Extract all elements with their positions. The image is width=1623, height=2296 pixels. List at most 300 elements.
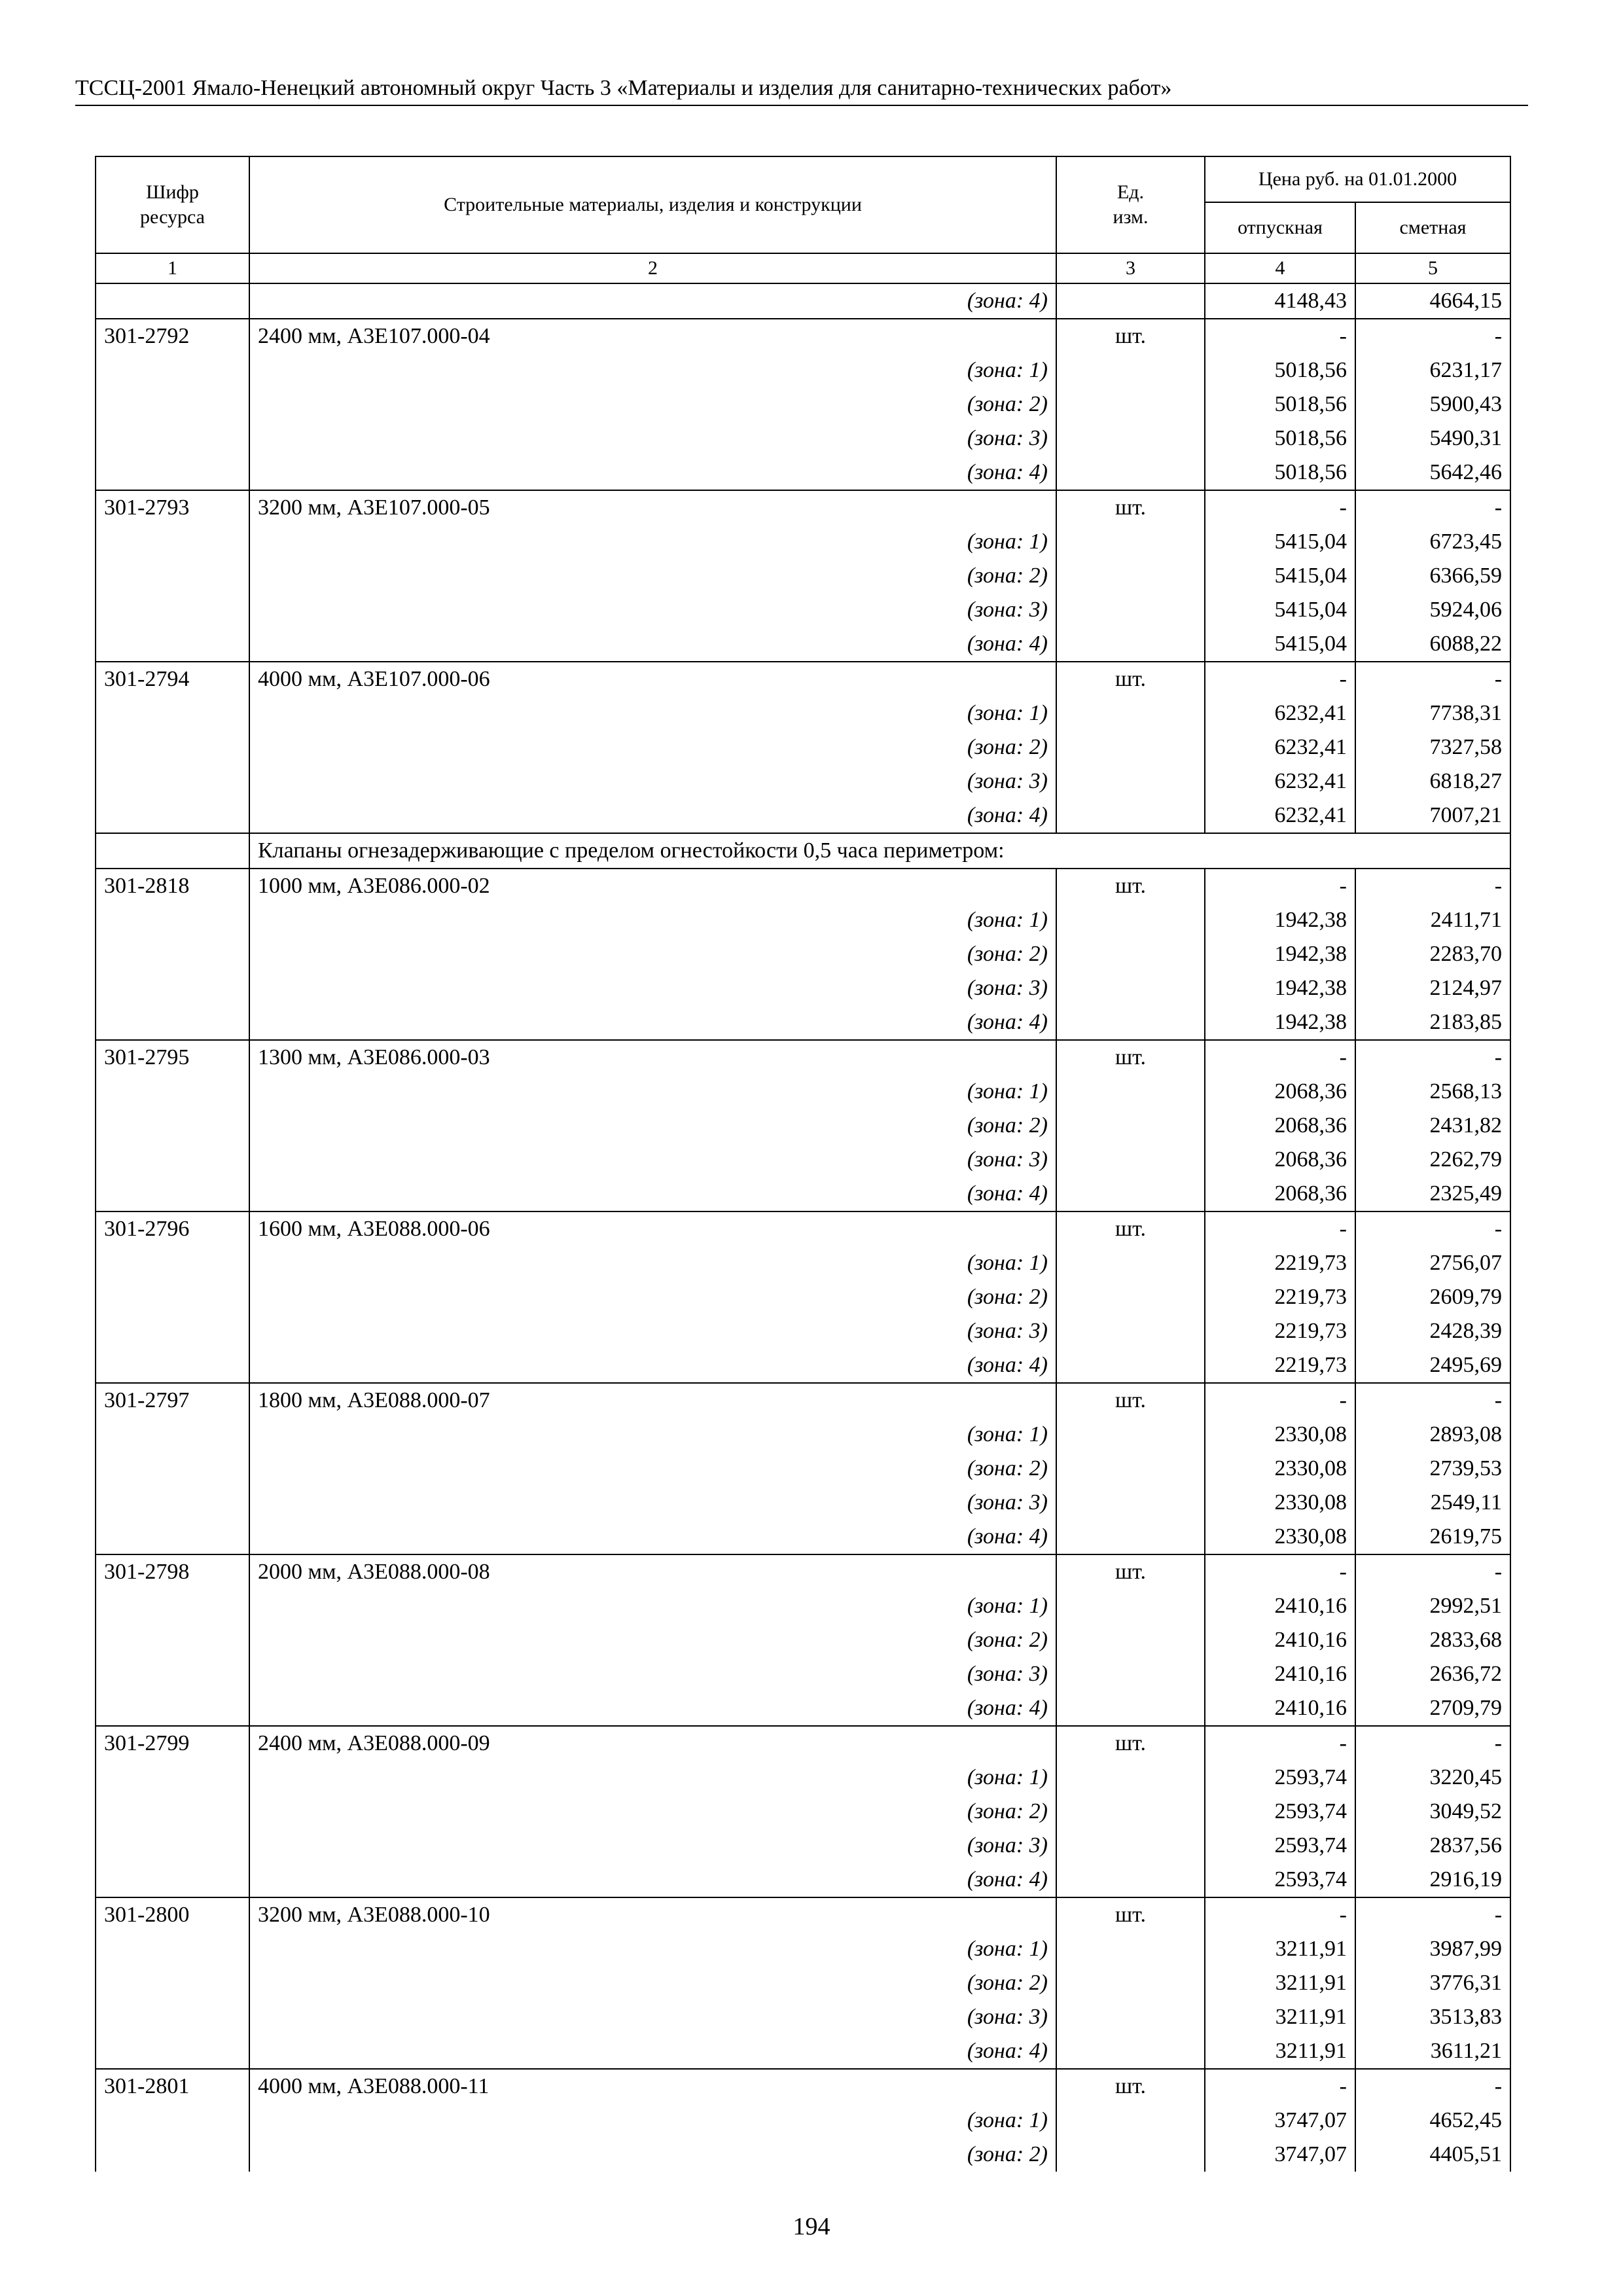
item-row	[96, 1726, 1510, 1761]
section-title-row	[96, 833, 1510, 869]
zone-row	[96, 1005, 1510, 1040]
estimate-price: 3049,52	[1355, 1795, 1510, 1829]
zone-label: (зона: 1)	[249, 525, 1056, 559]
release-price: 6232,41	[1205, 798, 1355, 833]
zone-label: (зона: 3)	[249, 593, 1056, 627]
resource-code	[96, 1520, 249, 1554]
item-row	[96, 662, 1510, 696]
release-price: -	[1205, 1897, 1355, 1932]
resource-code	[96, 903, 249, 937]
unit-cell	[1056, 1418, 1205, 1452]
zone-label: (зона: 1)	[249, 1075, 1056, 1109]
zone-label: (зона: 2)	[249, 730, 1056, 764]
zone-label: (зона: 1)	[249, 1761, 1056, 1795]
resource-code: 301-2795	[96, 1040, 249, 1075]
resource-code	[96, 1657, 249, 1691]
resource-code	[96, 593, 249, 627]
zone-row	[96, 1486, 1510, 1520]
zone-row	[96, 798, 1510, 833]
resource-code: 301-2794	[96, 662, 249, 696]
release-price: 2219,73	[1205, 1246, 1355, 1280]
zone-row	[96, 1452, 1510, 1486]
zone-row	[96, 1657, 1510, 1691]
estimate-price: 3220,45	[1355, 1761, 1510, 1795]
unit-cell: шт.	[1056, 490, 1205, 525]
release-price: 4148,43	[1205, 283, 1355, 319]
unit-cell	[1056, 1246, 1205, 1280]
unit-cell: шт.	[1056, 319, 1205, 353]
release-price: 2219,73	[1205, 1280, 1355, 1314]
unit-cell	[1056, 1075, 1205, 1109]
zone-label: (зона: 3)	[249, 971, 1056, 1005]
zone-label: (зона: 2)	[249, 2138, 1056, 2172]
estimate-price: 2709,79	[1355, 1691, 1510, 1726]
unit-cell	[1056, 2034, 1205, 2069]
estimate-price: -	[1355, 1383, 1510, 1418]
resource-code	[96, 1109, 249, 1143]
zone-row	[96, 387, 1510, 422]
resource-code	[96, 559, 249, 593]
item-row	[96, 319, 1510, 353]
resource-code	[96, 1829, 249, 1863]
zone-label: (зона: 4)	[249, 1177, 1056, 1211]
zone-label: (зона: 1)	[249, 353, 1056, 387]
release-price: 5415,04	[1205, 559, 1355, 593]
item-row	[96, 869, 1510, 903]
estimate-price: -	[1355, 1211, 1510, 1246]
zone-row	[96, 696, 1510, 730]
release-price: 5415,04	[1205, 627, 1355, 662]
release-price: 1942,38	[1205, 937, 1355, 971]
zone-row	[96, 1177, 1510, 1211]
column-number: 3	[1056, 253, 1205, 283]
release-price: 5018,56	[1205, 456, 1355, 490]
unit-cell	[1056, 798, 1205, 833]
unit-cell	[1056, 2138, 1205, 2172]
release-price: -	[1205, 869, 1355, 903]
estimate-price: 4652,45	[1355, 2104, 1510, 2138]
unit-cell	[1056, 456, 1205, 490]
estimate-price: 2833,68	[1355, 1623, 1510, 1657]
zone-label: (зона: 2)	[249, 1623, 1056, 1657]
item-name: 2400 мм, А3Е107.000-04	[249, 319, 1056, 353]
resource-code	[96, 2138, 249, 2172]
zone-label: (зона: 1)	[249, 1418, 1056, 1452]
column-number: 4	[1205, 253, 1355, 283]
release-price: 5018,56	[1205, 422, 1355, 456]
zone-row	[96, 1589, 1510, 1623]
unit-cell: шт.	[1056, 2069, 1205, 2104]
zone-row	[96, 1348, 1510, 1383]
release-price: 2593,74	[1205, 1795, 1355, 1829]
unit-cell: шт.	[1056, 662, 1205, 696]
price-table	[95, 156, 1511, 2172]
resource-code	[96, 422, 249, 456]
resource-code: 301-2800	[96, 1897, 249, 1932]
release-price: 3211,91	[1205, 2034, 1355, 2069]
unit-cell	[1056, 2000, 1205, 2034]
unit-cell: шт.	[1056, 1040, 1205, 1075]
zone-row	[96, 1143, 1510, 1177]
unit-cell	[1056, 1829, 1205, 1863]
estimate-price: 2609,79	[1355, 1280, 1510, 1314]
zone-row	[96, 1795, 1510, 1829]
unit-cell	[1056, 353, 1205, 387]
release-price: 6232,41	[1205, 696, 1355, 730]
item-name: 2000 мм, А3Е088.000-08	[249, 1554, 1056, 1589]
estimate-price: -	[1355, 490, 1510, 525]
release-price: -	[1205, 1040, 1355, 1075]
zone-row	[96, 627, 1510, 662]
header-price-estimate: сметная	[1355, 202, 1510, 253]
estimate-price: 2916,19	[1355, 1863, 1510, 1897]
table-header	[96, 156, 1510, 253]
header-rule	[75, 105, 1528, 106]
release-price: 3211,91	[1205, 1932, 1355, 1966]
zone-row	[96, 730, 1510, 764]
resource-code	[96, 1075, 249, 1109]
header-price-group: Цена руб. на 01.01.2000	[1205, 156, 1510, 202]
page-header: ТССЦ-2001 Ямало-Ненецкий автономный округ Часть 3 «Материалы и изделия для санитарно-технических работ»	[75, 76, 1172, 100]
zone-label: (зона: 4)	[249, 627, 1056, 662]
resource-code	[96, 456, 249, 490]
estimate-price: 7327,58	[1355, 730, 1510, 764]
resource-code	[96, 1761, 249, 1795]
resource-code	[96, 696, 249, 730]
zone-row	[96, 1691, 1510, 1726]
resource-code	[96, 1452, 249, 1486]
unit-cell	[1056, 1623, 1205, 1657]
estimate-price: 2428,39	[1355, 1314, 1510, 1348]
item-row	[96, 1211, 1510, 1246]
item-row	[96, 1897, 1510, 1932]
release-price: 2330,08	[1205, 1418, 1355, 1452]
zone-row	[96, 1520, 1510, 1554]
zone-row	[96, 903, 1510, 937]
release-price: -	[1205, 319, 1355, 353]
resource-code	[96, 2000, 249, 2034]
release-price: 2410,16	[1205, 1691, 1355, 1726]
release-price: -	[1205, 1726, 1355, 1761]
resource-code	[96, 283, 249, 319]
estimate-price: 3611,21	[1355, 2034, 1510, 2069]
unit-cell	[1056, 1589, 1205, 1623]
column-number: 1	[96, 253, 249, 283]
release-price: 1942,38	[1205, 1005, 1355, 1040]
release-price: 5018,56	[1205, 353, 1355, 387]
item-name: 1600 мм, А3Е088.000-06	[249, 1211, 1056, 1246]
resource-code	[96, 1863, 249, 1897]
estimate-price: 2739,53	[1355, 1452, 1510, 1486]
release-price: 2068,36	[1205, 1177, 1355, 1211]
resource-code	[96, 1280, 249, 1314]
zone-row	[96, 2034, 1510, 2069]
unit-cell: шт.	[1056, 869, 1205, 903]
unit-cell: шт.	[1056, 1554, 1205, 1589]
estimate-price: 2756,07	[1355, 1246, 1510, 1280]
release-price: 2410,16	[1205, 1657, 1355, 1691]
release-price: 2068,36	[1205, 1109, 1355, 1143]
estimate-price: 2568,13	[1355, 1075, 1510, 1109]
zone-row	[96, 1314, 1510, 1348]
zone-label: (зона: 2)	[249, 1452, 1056, 1486]
resource-code	[96, 1932, 249, 1966]
estimate-price: 5642,46	[1355, 456, 1510, 490]
estimate-price: 2837,56	[1355, 1829, 1510, 1863]
zone-label: (зона: 2)	[249, 937, 1056, 971]
zone-row	[96, 1932, 1510, 1966]
resource-code	[96, 627, 249, 662]
unit-cell	[1056, 1795, 1205, 1829]
resource-code	[96, 764, 249, 798]
release-price: 2330,08	[1205, 1486, 1355, 1520]
unit-cell	[1056, 1314, 1205, 1348]
unit-cell	[1056, 764, 1205, 798]
zone-label: (зона: 3)	[249, 422, 1056, 456]
unit-cell	[1056, 1109, 1205, 1143]
zone-label: (зона: 3)	[249, 1314, 1056, 1348]
unit-cell	[1056, 1691, 1205, 1726]
zone-row	[96, 1623, 1510, 1657]
unit-cell	[1056, 1761, 1205, 1795]
zone-row	[96, 1761, 1510, 1795]
release-price: 2219,73	[1205, 1348, 1355, 1383]
resource-code: 301-2796	[96, 1211, 249, 1246]
unit-cell	[1056, 2104, 1205, 2138]
estimate-price: 2893,08	[1355, 1418, 1510, 1452]
item-row	[96, 1554, 1510, 1589]
item-name: 1000 мм, А3Е086.000-02	[249, 869, 1056, 903]
release-price: 2410,16	[1205, 1589, 1355, 1623]
resource-code	[96, 1691, 249, 1726]
release-price: -	[1205, 1554, 1355, 1589]
zone-label: (зона: 3)	[249, 764, 1056, 798]
zone-label: (зона: 4)	[249, 283, 1056, 319]
resource-code	[96, 971, 249, 1005]
unit-cell	[1056, 903, 1205, 937]
release-price: -	[1205, 2069, 1355, 2104]
zone-row	[96, 1418, 1510, 1452]
unit-cell	[1056, 937, 1205, 971]
unit-cell	[1056, 1280, 1205, 1314]
unit-cell	[1056, 1520, 1205, 1554]
estimate-price: 2636,72	[1355, 1657, 1510, 1691]
release-price: 3211,91	[1205, 2000, 1355, 2034]
release-price: 2593,74	[1205, 1863, 1355, 1897]
estimate-price: 7007,21	[1355, 798, 1510, 833]
item-row	[96, 490, 1510, 525]
zone-label: (зона: 2)	[249, 387, 1056, 422]
estimate-price: -	[1355, 1554, 1510, 1589]
resource-code	[96, 1966, 249, 2000]
estimate-price: -	[1355, 1040, 1510, 1075]
estimate-price: 2431,82	[1355, 1109, 1510, 1143]
estimate-price: 3776,31	[1355, 1966, 1510, 2000]
resource-code	[96, 353, 249, 387]
section-title: Клапаны огнезадерживающие с пределом огнестойкости 0,5 часа периметром:	[249, 833, 1510, 869]
zone-label: (зона: 4)	[249, 798, 1056, 833]
zone-row	[96, 1966, 1510, 2000]
item-name: 4000 мм, А3Е107.000-06	[249, 662, 1056, 696]
zone-row	[96, 1863, 1510, 1897]
release-price: 6232,41	[1205, 730, 1355, 764]
header-price-release: отпускная	[1205, 202, 1355, 253]
release-price: 1942,38	[1205, 903, 1355, 937]
zone-label: (зона: 1)	[249, 1589, 1056, 1623]
unit-cell	[1056, 1143, 1205, 1177]
estimate-price: 5900,43	[1355, 387, 1510, 422]
resource-code	[96, 2104, 249, 2138]
zone-row	[96, 764, 1510, 798]
unit-cell	[1056, 1863, 1205, 1897]
unit-cell	[1056, 1177, 1205, 1211]
release-price: 2219,73	[1205, 1314, 1355, 1348]
unit-cell	[1056, 730, 1205, 764]
estimate-price: 5924,06	[1355, 593, 1510, 627]
zone-row	[96, 422, 1510, 456]
table-body	[96, 283, 1510, 2172]
header-code: Шифр ресурса	[96, 156, 249, 253]
unit-cell: шт.	[1056, 1897, 1205, 1932]
resource-code	[96, 1589, 249, 1623]
item-name: 3200 мм, А3Е107.000-05	[249, 490, 1056, 525]
unit-cell	[1056, 1966, 1205, 2000]
zone-row	[96, 559, 1510, 593]
resource-code: 301-2799	[96, 1726, 249, 1761]
zone-label: (зона: 1)	[249, 696, 1056, 730]
estimate-price: 2325,49	[1355, 1177, 1510, 1211]
zone-label: (зона: 3)	[249, 1143, 1056, 1177]
zone-label: (зона: 1)	[249, 2104, 1056, 2138]
zone-label: (зона: 4)	[249, 456, 1056, 490]
unit-cell	[1056, 1452, 1205, 1486]
column-number-row	[96, 253, 1510, 283]
zone-row	[96, 353, 1510, 387]
item-row	[96, 2069, 1510, 2104]
zone-row	[96, 2000, 1510, 2034]
resource-code	[96, 387, 249, 422]
zone-row	[96, 593, 1510, 627]
zone-row	[96, 2104, 1510, 2138]
resource-code	[96, 1177, 249, 1211]
estimate-price: 2183,85	[1355, 1005, 1510, 1040]
zone-label: (зона: 4)	[249, 2034, 1056, 2069]
zone-label: (зона: 3)	[249, 1486, 1056, 1520]
header-materials: Строительные материалы, изделия и конструкции	[249, 156, 1056, 253]
release-price: -	[1205, 490, 1355, 525]
release-price: 6232,41	[1205, 764, 1355, 798]
estimate-price: 6088,22	[1355, 627, 1510, 662]
estimate-price: 2992,51	[1355, 1589, 1510, 1623]
header-unit: Ед. изм.	[1056, 156, 1205, 253]
zone-row	[96, 937, 1510, 971]
zone-row	[96, 1109, 1510, 1143]
zone-label: (зона: 2)	[249, 1966, 1056, 2000]
resource-code	[96, 730, 249, 764]
release-price: 2068,36	[1205, 1075, 1355, 1109]
column-number: 2	[249, 253, 1056, 283]
resource-code	[96, 525, 249, 559]
estimate-price: -	[1355, 2069, 1510, 2104]
unit-cell	[1056, 422, 1205, 456]
resource-code	[96, 1314, 249, 1348]
item-name: 4000 мм, А3Е088.000-11	[249, 2069, 1056, 2104]
unit-cell	[1056, 1932, 1205, 1966]
resource-code	[96, 1143, 249, 1177]
resource-code	[96, 1418, 249, 1452]
zone-label: (зона: 2)	[249, 1280, 1056, 1314]
resource-code: 301-2818	[96, 869, 249, 903]
unit-cell	[1056, 559, 1205, 593]
release-price: 2593,74	[1205, 1829, 1355, 1863]
estimate-price: 2495,69	[1355, 1348, 1510, 1383]
estimate-price: 2549,11	[1355, 1486, 1510, 1520]
estimate-price: 2619,75	[1355, 1520, 1510, 1554]
zone-label: (зона: 3)	[249, 1657, 1056, 1691]
zone-label: (зона: 4)	[249, 1005, 1056, 1040]
estimate-price: 4664,15	[1355, 283, 1510, 319]
unit-cell	[1056, 593, 1205, 627]
zone-row	[96, 2138, 1510, 2172]
resource-code	[96, 2034, 249, 2069]
resource-code	[96, 1623, 249, 1657]
estimate-price: 6818,27	[1355, 764, 1510, 798]
resource-code: 301-2793	[96, 490, 249, 525]
release-price: 5415,04	[1205, 525, 1355, 559]
zone-row	[96, 1246, 1510, 1280]
resource-code	[96, 833, 249, 869]
estimate-price: 2283,70	[1355, 937, 1510, 971]
resource-code: 301-2801	[96, 2069, 249, 2104]
estimate-price: 6723,45	[1355, 525, 1510, 559]
continuation-row	[96, 283, 1510, 319]
zone-label: (зона: 1)	[249, 903, 1056, 937]
unit-cell	[1056, 1657, 1205, 1691]
release-price: -	[1205, 662, 1355, 696]
resource-code	[96, 1246, 249, 1280]
release-price: 5018,56	[1205, 387, 1355, 422]
resource-code	[96, 798, 249, 833]
item-name: 1300 мм, А3Е086.000-03	[249, 1040, 1056, 1075]
unit-cell	[1056, 1348, 1205, 1383]
release-price: 3747,07	[1205, 2104, 1355, 2138]
unit-cell: шт.	[1056, 1383, 1205, 1418]
zone-row	[96, 1829, 1510, 1863]
unit-cell: шт.	[1056, 1726, 1205, 1761]
zone-row	[96, 525, 1510, 559]
unit-cell	[1056, 283, 1205, 319]
zone-row	[96, 1075, 1510, 1109]
item-name: 3200 мм, А3Е088.000-10	[249, 1897, 1056, 1932]
unit-cell	[1056, 971, 1205, 1005]
unit-cell	[1056, 1486, 1205, 1520]
estimate-price: -	[1355, 1726, 1510, 1761]
release-price: 2068,36	[1205, 1143, 1355, 1177]
estimate-price: -	[1355, 1897, 1510, 1932]
resource-code	[96, 1486, 249, 1520]
resource-code: 301-2797	[96, 1383, 249, 1418]
release-price: 2410,16	[1205, 1623, 1355, 1657]
zone-label: (зона: 3)	[249, 1829, 1056, 1863]
unit-cell	[1056, 1005, 1205, 1040]
zone-label: (зона: 2)	[249, 1795, 1056, 1829]
release-price: -	[1205, 1383, 1355, 1418]
item-name: 1800 мм, А3Е088.000-07	[249, 1383, 1056, 1418]
item-row	[96, 1383, 1510, 1418]
zone-label: (зона: 2)	[249, 559, 1056, 593]
unit-cell	[1056, 387, 1205, 422]
zone-row	[96, 456, 1510, 490]
